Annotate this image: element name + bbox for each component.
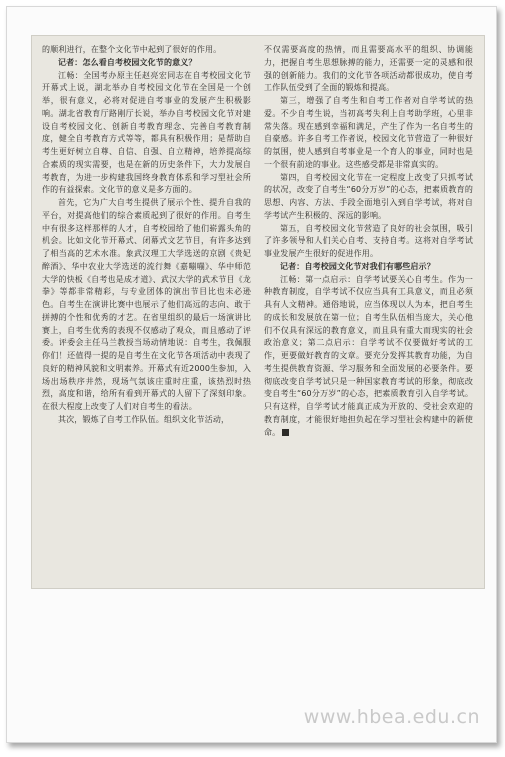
photo-frame (6, 6, 497, 743)
right-paragraph-2: 第三，增强了自考生和自考工作者对自学考试的热爱。不少自考生说，当初高考失利上自考助学班，心里非常失落。现在感到幸福和满足，产生了作为一名自考生的自豪感。许多自考工作者说，校园文化节营造了一种很好的氛围，使人感到自考事业是一个育人的事业，同时也是一个很有前途的事业。这些感受都是非常真实的。 (264, 96, 473, 169)
right-paragraph-5 (264, 274, 473, 440)
left-paragraph-1: 的顺利进行，在整个文化节中起到了很好的作用。 (42, 45, 222, 54)
right-column (264, 44, 473, 439)
left-paragraph-2: 江畅：全国考办原主任赵亮宏同志在自考校园文化节开幕式上说，湖北举办自考校园文化节在全国是一个创举，很有意义，必将对促进自考事业的发展产生积极影响。湖北省教育厅路刚厅长说，举办自考校园文化节对建设自考校园文化、创新自考教育理念、完善自考教育制度，健全自考教育方式等等，都具有积极作用；是帮助自考生更好树立自尊、自信、自强、自立精神，培养提高综合素质的现实需要，也是在新的历史条件下，大力发展自考教育，为进一步构建我国终身教育体系和学习型社会所作的有益探索。文化节的意义是多方面的。 (42, 70, 251, 195)
left-paragraph-3: 首先，它为广大自考生提供了展示个性、提升自我的平台，对提高他们的综合素质起到了很好的作用。自考生中有很多这样那样的人才，自考校园给了他们崭露头角的机会。比如文化节开幕式、闭幕式文艺节目，有许多达到了相当高的艺术水准。象武汉理工大学选送的京剧《贵妃醉酒》、华中农业大学选送的流行舞《嘉嘣嘣》、华中师范大学的快板《自考也是成才道》、武汉大学的武术节目《龙拳》等都非常精彩，与专业团体的演出节目比也未必逊色。自考生在演讲比赛中也展示了他们高远的志向、敢于拼搏的个性和优秀的才艺。在省里组织的最后一场演讲比赛上，自考生优秀的表现不仅感动了观众，而且感动了评委。评委会主任马兰教授当场动情地说：自考生，我佩服你们！还值得一提的是自考生在文化节各项活动中表现了良好的精神风貌和文明素养。开幕式有近2000生参加，入场出场秩序井然，现场气氛该庄重时庄重，该热烈时热烈，高度和谐，给所有看到开幕式的人留下了深刻印象。在很大程度上改变了人们对自考生的看法。 (42, 198, 251, 411)
left-column (42, 44, 251, 427)
right-paragraph-1: 不仅需要高度的热情，而且需要高水平的组织、协调能力，把握自考生思想脉搏的能力，还需要一定的灵感和很强的创新能力。我们的文化节各项活动都很成功，使自考工作队伍受到了全面的锻炼和提高。 (264, 45, 473, 93)
scanned-page (31, 35, 485, 589)
site-watermark: www.hbea.edu.cn (303, 706, 480, 728)
right-question-1: 记者：自考校园文化节对我们有哪些启示？ (280, 261, 435, 271)
end-of-article-mark (282, 429, 289, 436)
left-question-1: 记者：怎么看自考校园文化节的意义？ (58, 57, 197, 67)
right-paragraph-3: 第四，自考校园文化节在一定程度上改变了只抓考试的状况，改变了自考生“60分万岁”的心态，把素质教育的思想、内容、方法、手段全面地引入到自学考试，将对自学考试产生积极的、深远的影响。 (264, 172, 473, 220)
right-paragraph-4: 第五，自考校园文化节营造了良好的社会氛围，吸引了许多领导和人们关心自考、支持自考。这将对自学考试事业发展产生很好的促进作用。 (264, 223, 473, 258)
left-paragraph-4: 其次，锻炼了自考工作队伍。组织文化节活动， (58, 414, 230, 424)
right-paragraph-5-text: 江畅：第一点启示：自学考试要关心自考生。作为一种教育制度，自学考试不仅应当具有工具意义，而且必须具有人文精神。通俗地说，应当体现以人为本，把自考生的成长和发展放在第一位；自考生队伍相当庞大，关心他们不仅具有深远的教育意义，而且具有重大而现实的社会政治意义；第二点启示：自学考试不仅要做好考试的工作，更要做好教育的文章。要充分发挥其教育功能，为自考生提供教育资源、学习服务和全面发展的必要条件。要彻底改变自学考试只是一种国家教育考试的形象，彻底改变自考生“60分万岁”的心态，把素质教育引入自学考试。只有这样，自学考试才能真正成为开放的、受社会欢迎的教育制度，才能很好地担负起在学习型社会构建中的新使命。 (264, 274, 473, 437)
